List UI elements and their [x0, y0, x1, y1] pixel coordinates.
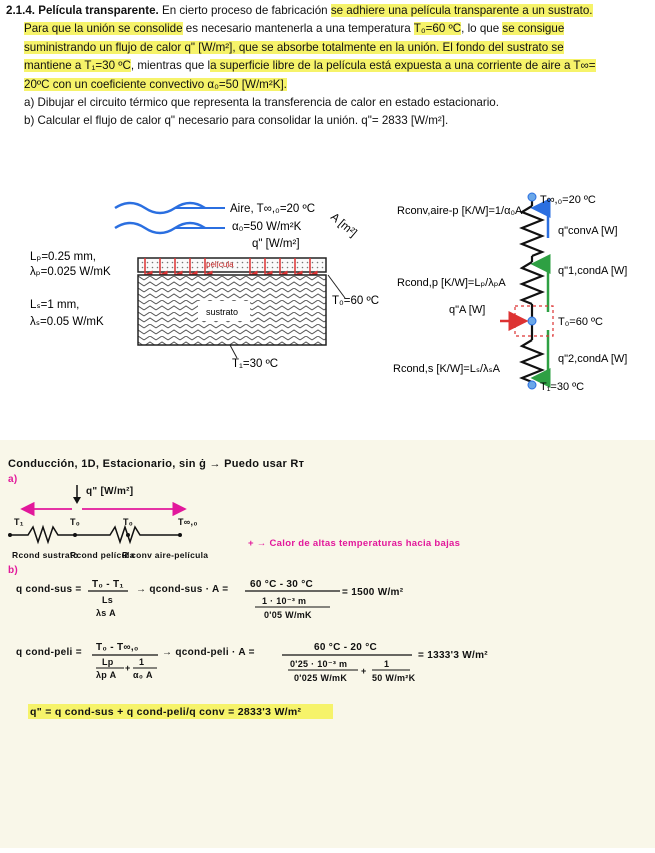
substrate-thickness: Lₛ=1 mm, — [30, 299, 80, 311]
problem-number: 2.1.4. — [6, 4, 36, 17]
problem-text: , lo que — [461, 22, 500, 36]
substrate-conductivity: λₛ=0.05 W/mK — [30, 316, 104, 328]
heat-direction-note: + → Calor de altas temperaturas hacia bajas — [248, 538, 461, 549]
r-film-label: Rcond película — [70, 550, 135, 560]
t1-label: T₁=30 ºC — [232, 358, 279, 370]
eq2-num: T₀ - T∞,₀ — [96, 642, 139, 653]
highlight: T₀=60 ºC — [413, 22, 462, 36]
eq1-lhs: q cond-sus = — [16, 584, 82, 595]
eq1-mid: → qcond-sus · A = — [136, 584, 229, 595]
t1-node-label: T₁=30 ºC — [540, 381, 585, 393]
eq2-num2: 60 °C - 20 °C — [314, 642, 378, 653]
node-tinf: T∞,₀ — [178, 517, 198, 527]
problem-text: , mientras que l — [130, 59, 211, 73]
node-t0: T₀ — [70, 517, 81, 527]
q2-cond-label: q"2,condA [W] — [558, 353, 628, 365]
eq1-num: T₀ - T₁ — [92, 579, 124, 590]
eq1-den-bot: λs A — [96, 608, 116, 618]
part-a-label: a) — [8, 474, 18, 485]
highlight: suministrando un flujo de calor q" [W/m²], que se absorbe totalmente en la unión. El fondo del sustrato se — [24, 40, 564, 54]
substrate-label: sustrato — [206, 307, 239, 317]
problem-text: En cierto proceso de fabricación — [161, 4, 328, 17]
eq2-den-b-bot: α₀ A — [133, 670, 153, 680]
eq2-den2-a-top: 0'25 · 10⁻³ m — [290, 659, 348, 669]
q-conv-label: q"convA [W] — [558, 225, 618, 237]
highlight: se consigue — [502, 22, 565, 36]
t0-label: T₀=60 ºC — [332, 295, 380, 307]
r-conv-air-label: R conv aire-película — [122, 550, 209, 560]
node-t1: T₁ — [14, 517, 24, 527]
eq2-den2-b-bot: 50 W/m²K — [372, 673, 416, 683]
highlight: se adhiere una película transparente a un sustrato. — [330, 4, 593, 17]
eq1-result: = 1500 W/m² — [342, 587, 404, 598]
film-conductivity: λₚ=0.025 W/mK — [30, 266, 111, 278]
r-substrate-label: Rcond sustrato — [12, 550, 79, 560]
t0-node-label: T₀=60 ºC — [558, 316, 603, 328]
film-thickness: Lₚ=0.25 mm, — [30, 251, 96, 263]
svg-text:+: + — [125, 663, 131, 673]
heat-flux-label: q" [W/m²] — [252, 238, 300, 250]
notes-canvas — [0, 440, 655, 848]
problem-text: es necesario mantenerla a una temperatura — [185, 22, 411, 36]
film-label: película — [206, 260, 234, 269]
final-answer: q" = q cond-sus + q cond-peli/q conv = 2833'3 W/m² — [30, 706, 302, 718]
q-arrow-label: q" [W/m²] — [86, 486, 134, 497]
highlight: mantiene a T₁=30 ºC — [24, 59, 131, 73]
eq1-num2: 60 °C - 30 °C — [250, 579, 314, 590]
problem-statement — [6, 2, 646, 131]
tinf-node-label: T∞,₀=20 ºC — [540, 194, 596, 206]
notes-heading: Conducción, 1D, Estacionario, sin ġ → Puedo usar Rт — [8, 458, 305, 470]
eq2-den-a-bot: λp A — [96, 670, 117, 680]
eq1-den2-top: 1 · 10⁻³ m — [262, 596, 307, 606]
area-label: A [m²] — [328, 211, 359, 240]
q-in-label: q"A [W] — [449, 304, 486, 316]
eq2-den2-b-top: 1 — [384, 659, 390, 669]
eq1-den2-bot: 0'05 W/mK — [264, 610, 312, 620]
highlight: Para que la unión se consolide — [24, 22, 183, 36]
part-a: a) Dibujar el circuito térmico que representa la transferencia de calor en estado estacionario. — [24, 96, 499, 110]
r-conv-label: Rconv,aire-p [K/W]=1/α₀A — [397, 205, 523, 217]
eq2-den-a-top: Lp — [102, 657, 114, 667]
eq2-den2-a-bot: 0'025 W/mK — [294, 673, 348, 683]
eq2-result: = 1333'3 W/m² — [418, 650, 488, 661]
handwritten-notes — [0, 440, 655, 848]
r-cond-p-label: Rcond,p [K/W]=Lₚ/λₚA — [397, 277, 506, 289]
eq2-mid: → qcond-peli · A = — [162, 647, 255, 658]
alpha-label: α₀=50 W/m²K — [232, 221, 302, 233]
part-b-label: b) — [8, 565, 19, 576]
q1-cond-label: q"1,condA [W] — [558, 265, 628, 277]
eq2-lhs: q cond-peli = — [16, 647, 82, 658]
svg-text:+: + — [361, 666, 367, 676]
part-b: b) Calcular el flujo de calor q" necesario para consolidar la unión. q"= 2833 [W/m²]. — [24, 114, 449, 128]
highlight: 20ºC con un coeficiente convectivo α₀=50 [W/m²K]. — [24, 77, 287, 91]
eq1-den-top: Ls — [102, 595, 114, 605]
eq2-den-b-top: 1 — [139, 657, 145, 667]
thermal-circuit-figure — [385, 180, 655, 395]
problem-title: Película transparente. — [38, 4, 159, 17]
film-substrate-figure — [0, 180, 385, 380]
highlight: a superficie libre de la película está expuesta a una corriente de aire a T∞= — [210, 59, 596, 73]
air-label: Aire, T∞,₀=20 ºC — [230, 203, 316, 215]
node-t0b: T₀ — [123, 517, 134, 527]
r-cond-s-label: Rcond,s [K/W]=Lₛ/λₛA — [393, 363, 500, 375]
